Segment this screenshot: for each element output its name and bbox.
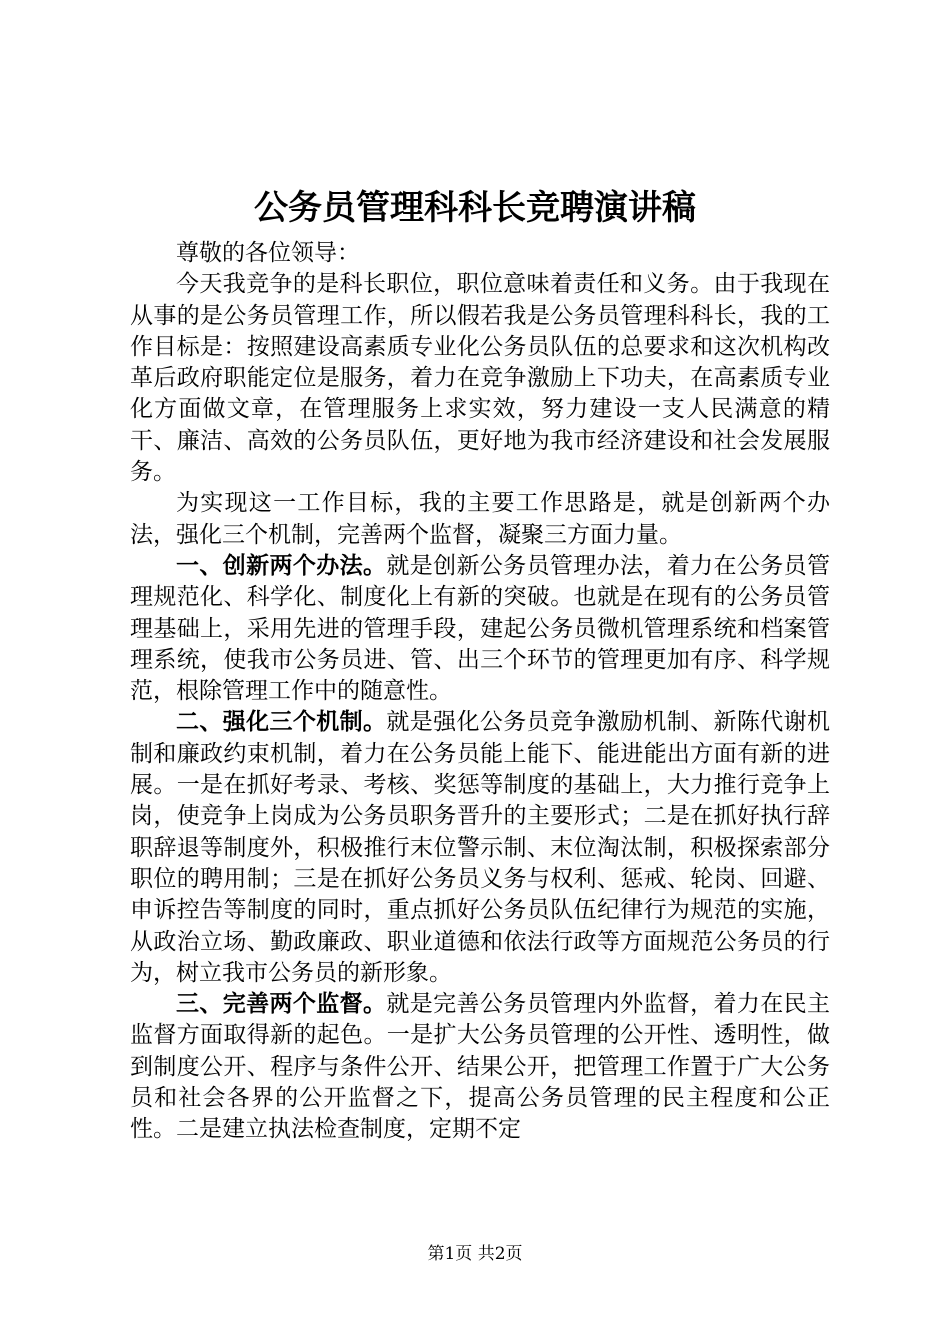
- section-2-text: 就是强化公务员竞争激励机制、新陈代谢机制和廉政约束机制，着力在公务员能上能下、能进能出方面有新的进展。一是在抓好考录、考核、奖惩等制度的基础上，大力推行竞争上岗，使竞争上岗成为公务员职务晋升的主要形式；二是在抓好执行辞职辞退等制度外，积极推行末位警示制、末位淘汰制，积极探索部分职位的聘用制；三是在抓好公务员义务与权利、惩戒、轮岗、回避、申诉控告等制度的同时，重点抓好公务员队伍纪律行为规范的实施，从政治立场、勤政廉政、职业道德和依法行政等方面规范公务员的行为，树立我市公务员的新形象。: [130, 709, 831, 986]
- section-2: [130, 707, 830, 989]
- section-1-text: 就是创新公务员管理办法，着力在公务员管理规范化、科学化、制度化上有新的突破。也就是在现有的公务员管理基础上，采用先进的管理手段，建起公务员微机管理系统和档案管理系统，使我市公务员进、管、出三个环节的管理更加有序、科学规范，根除管理工作中的随意性。: [130, 552, 831, 705]
- section-1: [130, 551, 830, 707]
- document-title: 公务员管理科科长竞聘演讲稿: [254, 188, 696, 228]
- section-3-text: 就是完善公务员管理内外监督，着力在民主监督方面取得新的起色。一是扩大公务员管理的公开性、透明性，做到制度公开、程序与条件公开、结果公开，把管理工作置于广大公务员和社会各界的公开监督之下，提高公务员管理的民主程度和公正性。二是建立执法检查制度，定期不定: [130, 991, 831, 1143]
- section-3: [130, 989, 830, 1145]
- salutation: 尊敬的各位领导：: [176, 240, 360, 266]
- paragraph-approach: 为实现这一工作目标，我的主要工作思路是，就是创新两个办法，强化三个机制，完善两个监督，凝聚三方面力量。: [130, 490, 830, 548]
- document-body: [130, 238, 830, 1146]
- section-2-heading: 二、强化三个机制。: [176, 709, 387, 736]
- section-3-heading: 三、完善两个监督。: [176, 991, 387, 1018]
- paragraph-intro: 今天我竞争的是科长职位，职位意味着责任和义务。由于我现在从事的是公务员管理工作，所以假若我是公务员管理科科长，我的工作目标是：按照建设高素质专业化公务员队伍的总要求和这次机构改革后政府职能定位是服务，着力在竞争激励上下功夫，在高素质专业化方面做文章，在管理服务上求实效，努力建设一支人民满意的精干、廉洁、高效的公务员队伍，更好地为我市经济建设和社会发展服务。: [130, 271, 830, 486]
- section-1-heading: 一、创新两个办法。: [176, 552, 387, 579]
- page-number-footer: 第1页 共2页: [427, 1244, 523, 1264]
